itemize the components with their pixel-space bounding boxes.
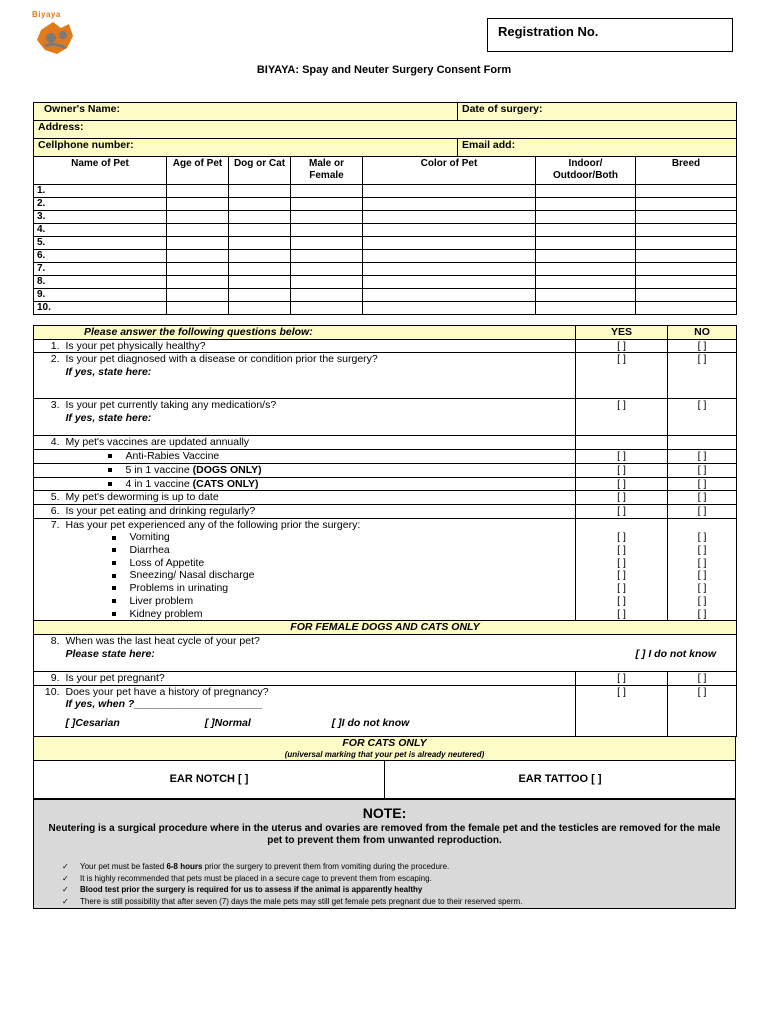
list-item: ✓ There is still possibility that after seven (7) days the male pets may still get female pets pregnant due to their reserved sperm. [62, 896, 523, 906]
vaccine-item: 4 in 1 vaccine (CATS ONLY) [62, 477, 576, 491]
vaccine-item: Anti-Rabies Vaccine [62, 450, 576, 464]
pet-row-number[interactable]: 5. [34, 237, 167, 250]
question-4: My pet's vaccines are updated annually [62, 436, 576, 450]
pet-row-number[interactable]: 2. [34, 198, 167, 211]
pet-row-number[interactable]: 1. [34, 185, 167, 198]
symptom-no-checkbox[interactable]: [ ] [697, 531, 707, 544]
pet-row [34, 276, 737, 289]
question-8: When was the last heat cycle of your pet? Please state here: [ ] I do not know [62, 634, 737, 671]
symptom-no-checkbox[interactable]: [ ] [697, 556, 707, 569]
symptom-yes-checkbox[interactable]: [ ] [617, 594, 626, 607]
q10-dont-know-checkbox[interactable]: [ ]I do not know [331, 717, 410, 730]
ear-tattoo-checkbox[interactable]: EAR TATTOO [ ] [518, 773, 602, 785]
q1-no-checkbox[interactable]: [ ] [668, 339, 737, 353]
symptom-yes-checkbox[interactable]: [ ] [617, 582, 626, 595]
owner-info-table [33, 102, 737, 157]
q2-state-field[interactable]: If yes, state here: [65, 366, 152, 379]
question-6: Is your pet eating and drinking regularly? [62, 504, 576, 518]
q5-yes-checkbox[interactable]: [ ] [576, 491, 668, 505]
check-icon: ✓ [62, 885, 69, 894]
q2-yes-checkbox[interactable]: [ ] [576, 353, 668, 399]
symptom-item: Sneezing/ Nasal discharge [66, 569, 572, 582]
date-of-surgery-field[interactable]: Date of surgery: [458, 103, 737, 121]
question-9: Is your pet pregnant? [62, 671, 576, 685]
check-icon: ✓ [62, 896, 69, 906]
vaccine-item: 5 in 1 vaccine (DOGS ONLY) [62, 463, 576, 477]
q6-yes-checkbox[interactable]: [ ] [576, 504, 668, 518]
symptom-yes-checkbox[interactable]: [ ] [617, 556, 626, 569]
check-icon: ✓ [62, 862, 69, 871]
header-breed: Breed [636, 157, 737, 185]
q1-yes-checkbox[interactable]: [ ] [576, 339, 668, 353]
female-section-header: FOR FEMALE DOGS AND CATS ONLY [34, 621, 737, 635]
pet-row-number[interactable]: 7. [34, 263, 167, 276]
q10-yes-checkbox[interactable]: [ ] [576, 685, 668, 736]
logo-text: Biyaya [32, 10, 61, 19]
normal-checkbox[interactable]: [ ]Normal [204, 717, 251, 730]
symptom-no-checkbox[interactable]: [ ] [697, 544, 707, 557]
email-field[interactable]: Email add: [458, 139, 737, 157]
question-1: Is your pet physically healthy? [62, 339, 576, 353]
pet-row [34, 185, 737, 198]
pet-row-number[interactable]: 8. [34, 276, 167, 289]
header-name-of-pet: Name of Pet [34, 157, 167, 185]
q9-no-checkbox[interactable]: [ ] [668, 671, 737, 685]
symptom-yes-checkbox[interactable]: [ ] [617, 569, 626, 582]
cats-only-header: FOR CATS ONLY (universal marking that your pet is already neutered) [34, 737, 735, 761]
symptom-item: Vomiting [66, 531, 572, 544]
symptom-no-checkbox[interactable]: [ ] [697, 607, 707, 620]
ear-notch-checkbox[interactable]: EAR NOTCH [ ] [34, 761, 385, 798]
vaccine-2-yes-checkbox[interactable]: [ ] [576, 463, 668, 477]
questions-table: Please answer the following questions below: YES NO 1. Is your pet physically healthy? [ ] [ ] 2. Is your pet diagnosed with a disease or condition prior the surgery? If yes, state here: [ ] [ ] 3. Is your pet currently taking any medication/s? If yes, state here: [ ] [ ] 4. My pet's vaccines are updated annually Anti-Rabies Vaccine [ ] [ ] 5 in 1 vaccine (DOGS ONLY) [ ] [ ] 4 in 1 vaccine (CATS ONLY) [ ] [ ] 5. My pet's deworming is up to date [ ] [ ] 6. Is your pet eating and drinking regularly? [ ] [ ] 7. Has your pet experienced any of the following prior the surgery: Vomiting Diarrhea Loss of Appetite Sneezing/ Nasal discharge Problems in urinating Liver problem Kidney problem [ ] [ ] [ ] [ ] [ ] [ ] [ ] [ ] [ ] [ ] [ ] [ ] [ ] [ ] FOR FEMALE DOGS AND CATS ONLY 8. When was the last heat cycle of your pet? Please state here: [ ] I do not know 9. Is your pet pregnant? [ ] [ ] 10. Does your pet have a history of pregnancy? If yes, when ?______________________ [ ]Cesarian [ ]Normal [ ]I do not know [ ] [ ] [33, 325, 737, 737]
q8-state-field[interactable]: Please state here: [65, 647, 155, 660]
symptom-no-checkbox[interactable]: [ ] [697, 569, 707, 582]
symptom-yes-checkbox[interactable]: [ ] [617, 607, 626, 620]
cellphone-field[interactable]: Cellphone number: [34, 139, 458, 157]
question-3: Is your pet currently taking any medication/s? If yes, state here: [62, 399, 576, 436]
pet-row [34, 302, 737, 315]
q3-state-field[interactable]: If yes, state here: [65, 412, 152, 425]
symptom-no-checkbox[interactable]: [ ] [697, 594, 707, 607]
cats-only-section [33, 737, 736, 799]
symptom-yes-checkbox[interactable]: [ ] [617, 544, 626, 557]
list-item: ✓ Your pet must be fasted 6-8 hours prior the surgery to prevent them from vomiting during the procedure. [62, 862, 450, 871]
pet-row [34, 263, 737, 276]
symptom-item: Kidney problem [66, 608, 572, 621]
q3-no-checkbox[interactable]: [ ] [668, 399, 737, 436]
symptom-no-checkbox[interactable]: [ ] [697, 582, 707, 595]
list-item: ✓ It is highly recommended that pets must be placed in a secure cage to prevent them from escaping. [62, 873, 432, 883]
check-icon: ✓ [62, 873, 69, 883]
note-title: NOTE: [362, 805, 407, 821]
pet-row [34, 224, 737, 237]
registration-number-box[interactable]: Registration No. [487, 18, 733, 52]
symptom-yes-checkbox[interactable]: [ ] [617, 531, 626, 544]
note-section [33, 799, 736, 909]
pet-row-number[interactable]: 6. [34, 250, 167, 263]
symptom-item: Liver problem [66, 595, 572, 608]
pet-row [34, 198, 737, 211]
header-male-or-female: Male or Female [291, 157, 363, 185]
pet-row [34, 289, 737, 302]
pet-row [34, 211, 737, 224]
form-title: BIYAYA: Spay and Neuter Surgery Consent Form [256, 64, 512, 76]
question-7: Has your pet experienced any of the following prior the surgery: Vomiting Diarrhea Loss of Appetite Sneezing/ Nasal discharge Problems in urinating Liver problem Kidney problem [62, 518, 576, 621]
question-5: My pet's deworming is up to date [62, 491, 576, 505]
header-color-of-pet: Color of Pet [363, 157, 536, 185]
address-field[interactable]: Address: [34, 121, 737, 139]
pet-row-number[interactable]: 9. [34, 289, 167, 302]
header-age-of-pet: Age of Pet [167, 157, 229, 185]
q9-yes-checkbox[interactable]: [ ] [576, 671, 668, 685]
q6-no-checkbox[interactable]: [ ] [668, 504, 737, 518]
q5-no-checkbox[interactable]: [ ] [668, 491, 737, 505]
vaccine-1-yes-checkbox[interactable]: [ ] [576, 450, 668, 464]
pet-row [34, 250, 737, 263]
pets-table [33, 156, 737, 315]
vaccine-2-no-checkbox[interactable]: [ ] [668, 463, 737, 477]
symptom-item: Diarrhea [66, 544, 572, 557]
vaccine-1-no-checkbox[interactable]: [ ] [668, 450, 737, 464]
no-header: NO [668, 326, 737, 340]
q10-when-field[interactable]: If yes, when ?______________________ [65, 698, 263, 711]
cats-only-subheader: (universal marking that your pet is already neutered) [284, 750, 485, 759]
pet-row-number[interactable]: 10. [34, 302, 167, 315]
q10-no-checkbox[interactable]: [ ] [668, 685, 737, 736]
cesarian-checkbox[interactable]: [ ]Cesarian [65, 717, 120, 730]
q8-dont-know-checkbox[interactable]: [ ] I do not know [635, 647, 716, 660]
questions-header: Please answer the following questions below: [34, 326, 576, 340]
header-indoor-outdoor: Indoor/ Outdoor/Both [536, 157, 636, 185]
yes-header: YES [576, 326, 668, 340]
owner-name-field[interactable]: Owner's Name: [34, 103, 458, 121]
header-dog-or-cat: Dog or Cat [229, 157, 291, 185]
pet-row [34, 237, 737, 250]
pet-row-number[interactable]: 3. [34, 211, 167, 224]
question-2: Is your pet diagnosed with a disease or condition prior the surgery? If yes, state here: [62, 353, 576, 399]
symptom-item: Problems in urinating [66, 582, 572, 595]
list-item: ✓ Blood test prior the surgery is required for us to assess if the animal is apparently healthy [62, 885, 423, 894]
vaccine-3-yes-checkbox[interactable]: [ ] [576, 477, 668, 491]
question-10: Does your pet have a history of pregnancy? If yes, when ?______________________ [ ]Cesarian [ ]Normal [ ]I do not know [62, 685, 576, 736]
q3-yes-checkbox[interactable]: [ ] [576, 399, 668, 436]
symptom-item: Loss of Appetite [66, 557, 572, 570]
vaccine-3-no-checkbox[interactable]: [ ] [668, 477, 737, 491]
note-list [62, 861, 735, 907]
note-paragraph: Neutering is a surgical procedure where in the uterus and ovaries are removed from the female pet and the testicles are removed for the male pet to prevent them from unwanted reproduction. [48, 823, 721, 846]
pet-row-number[interactable]: 4. [34, 224, 167, 237]
q2-no-checkbox[interactable]: [ ] [668, 353, 737, 399]
